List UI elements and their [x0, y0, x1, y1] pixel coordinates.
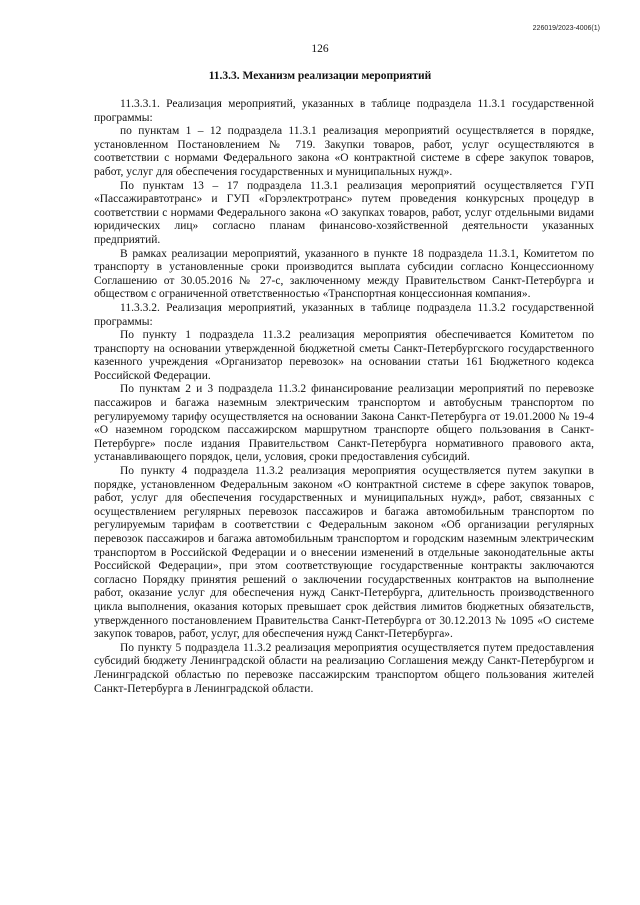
paragraph: по пунктам 1 – 12 подраздела 11.3.1 реализация мероприятий осуществляется в порядке, установленном Постановлением № 719. Закупки товаров, работ, услуг осуществляются в соответствии с нормами Федерального закона «О контрактной системе в сфере закупок товаров, работ, услуг для обеспечения государственных и муниципальных нужд».: [94, 125, 594, 178]
section-title: 11.3.3. Механизм реализации мероприятий: [208, 70, 432, 82]
paragraph: По пунктам 13 – 17 подраздела 11.3.1 реализация мероприятий осуществляется ГУП «Пассажиравтотранс» и ГУП «Горэлектротранс» путем проведения конкурсных процедур в соответствии с нормами Федерального закона «О закупках товаров, работ, услуг отдельными видами юридических лиц» согласно планам финансово-хозяйственной деятельности указанных предприятий.: [94, 179, 594, 246]
paragraph: 11.3.3.2. Реализация мероприятий, указанных в таблице подраздела 11.3.2 государственной программы:: [94, 301, 594, 328]
paragraph: По пунктам 2 и 3 подраздела 11.3.2 финансирование реализации мероприятий по перевозке пассажиров и багажа наземным электрическим транспортом и автобусным транспортом по регулируемому тарифу осуществляется на основании Закона Санкт-Петербурга от 19.01.2000 № 19-4 «О наземном городском пассажирском маршрутном транспорте общего пользования в Санкт-Петербурге» после издания Правительством Санкт-Петербурга нормативного правового акта, устанавливающего порядок, цели, условия, сроки предоставления субсидий.: [94, 383, 594, 464]
paragraph: По пункту 1 подраздела 11.3.2 реализация мероприятия обеспечивается Комитетом по транспорту на основании утвержденной бюджетной сметы Санкт-Петербургского государственного казенного учреждения «Организатор перевозок» на основании статьи 161 Бюджетного кодекса Российской Федерации.: [94, 329, 594, 382]
paragraph: В рамках реализации мероприятий, указанного в пункте 18 подраздела 11.3.1, Комитетом по транспорту в установленные сроки производится выплата субсидии согласно Концессионному Соглашению от 30.05.2016 № 27-с, заключенному между Правительством Санкт-Петербурга и обществом с ограниченной ответственностью «Транспортная концессионная компания».: [94, 247, 594, 301]
paragraph: По пункту 4 подраздела 11.3.2 реализация мероприятия осуществляется путем закупки в порядке, установленном Федеральным законом «О контрактной системе в сфере закупок товаров, работ, услуг для обеспечения государственных и муниципальных нужд», работ, связанных с осуществлением регулярных перевозок пассажиров и багажа автомобильным транспортом по регулируемым тарифам в соответствии с Федеральным законом «Об организации регулярных перевозок пассажиров и багажа автомобильным транспортом и городским наземным электрическим транспортом в Российской Федерации и о внесении изменений в отдельные законодательные акты Российской Федерации», при этом соответствующие государственные контракты заключаются согласно Порядку принятия решений о заключении государственных контрактов на выполнение работ, оказание услуг для обеспечения нужд Санкт-Петербурга, длительность производственного цикла выполнения, оказания которых превышает срок действия лимитов бюджетных обязательств, утвержденного постановлением Правительства Санкт-Петербурга от 30.12.2013 № 1095 «О системе закупок товаров, работ, услуг, для обеспечения нужд Санкт-Петербурга».: [94, 465, 594, 641]
page-number: 126: [311, 43, 329, 55]
document-body: [94, 98, 594, 696]
paragraph: 11.3.3.1. Реализация мероприятий, указанных в таблице подраздела 11.3.1 государственной программы:: [94, 98, 594, 124]
paragraph: По пункту 5 подраздела 11.3.2 реализация мероприятия осуществляется путем предоставления субсидий бюджету Ленинградской области на реализацию Соглашения между Санкт-Петербургом и Ленинградской областью по перевозке пассажирским транспортом общего пользования жителей Санкт-Петербурга в Ленинградской области.: [94, 641, 594, 695]
registration-number: 226019/2023-4006(1): [532, 25, 600, 32]
